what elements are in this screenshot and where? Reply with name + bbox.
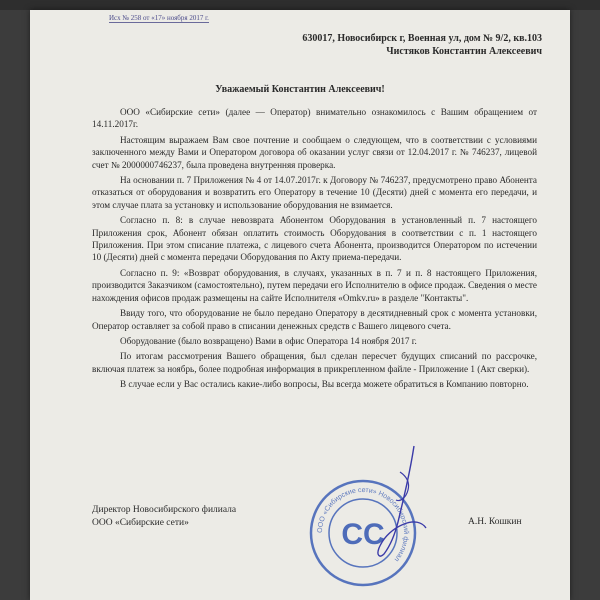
- outgoing-reference: Исх № 258 от «17» ноября 2017 г.: [109, 14, 209, 22]
- letter-paragraph: Согласно п. 9: «Возврат оборудования, в случаях, указанных в п. 7 и п. 8 настоящего Приложения, производится Заказчиком (самостоятельно), путем передачи его Исполнителю в офисе продаж. Сведения о месте нахождения офисов продаж размещены на сайте Исполнителя «Omkv.ru» в разделе "Контакты".: [92, 267, 537, 303]
- letter-paragraph: Оборудование (было возвращено) Вами в офис Оператора 14 ноября 2017 г.: [120, 335, 417, 346]
- letter-paragraph: На основании п. 7 Приложения № 4 от 14.07.2017г. к Договору № 746237, предусмотрено право Абонента отказаться от оборудования и возвратить его Оператору в течение 10 (Десяти) дней с момента его передачи, и этом случае плата за установку и использование оборудования не взимается.: [92, 175, 537, 210]
- handwritten-signature: [370, 442, 440, 562]
- recipient-name: Чистяков Константин Алексеевич: [386, 46, 542, 57]
- letter-paragraph: ООО «Сибирские сети» (далее — Оператор) внимательно ознакомилось с Вашим обращением от 14.11.2017г.: [92, 107, 537, 130]
- recipient-address: [282, 32, 542, 58]
- signer-name: А.Н. Кошкин: [468, 517, 522, 527]
- recipient-address-line: 630017, Новосибирск г, Военная ул, дом № 9/2, кв.103: [302, 33, 542, 44]
- letter-sheet: [30, 10, 570, 600]
- signer-position: Директор Новосибирского филиала: [92, 505, 237, 515]
- letter-paragraph: Настоящим выражаем Вам свое почтение и сообщаем о следующем, что в соответствии с условиями заключенного между Вами и Оператором договора об оказании услуг связи от 12.04.2017 г. № 746237, лицевой счет № 2000000746237, была проведена внутренняя проверка.: [92, 134, 537, 170]
- signer-title: [92, 504, 236, 530]
- stamp-logo-text: СС: [341, 518, 385, 551]
- letter-paragraph: Ввиду того, что оборудование не было передано Оператору в десятидневный срок с момента установки, Оператор оставляет за собой право в списании денежных средств с Вашего лицевого счета.: [92, 308, 537, 331]
- stamp-ring-text: ООО «Сибирские сети» Новосибирский филиал: [316, 486, 410, 563]
- letter-paragraph: По итогам рассмотрения Вашего обращения, был сделан пересчет будущих списаний по рассрочке, включая платеж за ноябрь, более подробная информация в прикрепленном файле - Приложение 1 (Акт сверки).: [92, 351, 537, 374]
- letter-paragraph: Согласно п. 8: в случае невозврата Абонентом Оборудования в установленный п. 7 настоящего Приложения срок, Абонент обязан оплатить стоимость Оборудования в соответствии с п. 1 настоящего Приложения. При этом списание платежа, с лицевого счета Абонента, производится Оператором по истечении 10 (Десяти) дней с момента передачи Оборудования по Акту приема-передачи.: [92, 215, 537, 263]
- photo-background-top: [0, 0, 600, 10]
- letter-greeting: Уважаемый Константин Алексеевич!: [215, 84, 385, 95]
- signer-company: ООО «Сибирские сети»: [92, 518, 189, 528]
- letter-body: [92, 106, 537, 394]
- letter-paragraph: В случае если у Вас остались какие-либо вопросы, Вы всегда можете обратиться в Компанию повторно.: [120, 379, 529, 390]
